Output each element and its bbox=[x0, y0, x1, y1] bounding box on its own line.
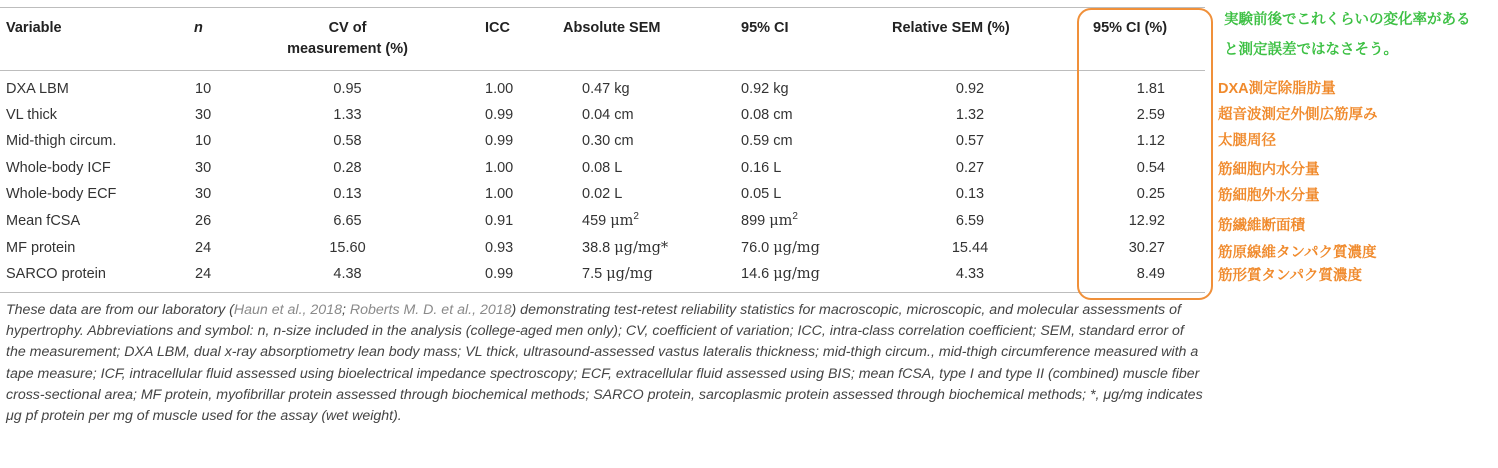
cell-icc: 0.99 bbox=[485, 133, 514, 149]
cell-abs-sem: 0.02 L bbox=[582, 186, 623, 202]
cell-rel-sem: 0.92 bbox=[955, 81, 985, 97]
annotation-label: 筋細胞内水分量 bbox=[1218, 162, 1320, 178]
cell-rel-sem: 0.57 bbox=[955, 133, 985, 149]
annotation-label: 筋形質タンパク質濃度 bbox=[1218, 268, 1362, 284]
cell-abs-sem bbox=[582, 235, 668, 261]
footnote-text-2: ; bbox=[341, 302, 350, 318]
cell-abs-sem bbox=[582, 261, 653, 287]
cell-ci95 bbox=[741, 235, 820, 261]
cell-variable: Mean fCSA bbox=[6, 213, 81, 229]
cell-cv: 0.58 bbox=[333, 133, 362, 149]
cell-ci95-pct: 0.25 bbox=[1136, 186, 1165, 202]
header-icc: ICC bbox=[485, 20, 510, 36]
cell-abs-sem: 0.08 L bbox=[582, 160, 623, 176]
cell-rel-sem: 0.13 bbox=[955, 186, 985, 202]
cell-ci95-pct: 0.54 bbox=[1136, 160, 1165, 176]
cell-abs-sem: 0.47 kg bbox=[582, 81, 630, 97]
cell-icc: 1.00 bbox=[485, 186, 514, 202]
header-cv bbox=[270, 18, 425, 60]
cell-cv: 6.65 bbox=[333, 213, 362, 229]
cell-variable: SARCO protein bbox=[6, 266, 106, 282]
ci95-value: 899 bbox=[741, 213, 770, 229]
cell-n: 10 bbox=[195, 81, 212, 97]
cell-icc: 1.00 bbox=[485, 81, 514, 97]
cell-n: 30 bbox=[195, 160, 212, 176]
annotation-note-line1: 実験前後でこれくらいの変化率がある bbox=[1224, 12, 1471, 28]
cell-rel-sem: 0.27 bbox=[955, 160, 985, 176]
ci95-unit: μm bbox=[769, 213, 793, 229]
cell-n: 30 bbox=[195, 186, 212, 202]
footnote-text-3: ) demonstrating test-retest reliability statistics for macroscopic, microscopic, and molecular assessments of hypertrophy. Abbreviations and symbol: n, n-size included in the analysis (college-aged men only); CV, coefficient of variation; ICC, intra-class correlation coefficient; SEM, standard error of the measurement; DXA LBM, dual x-ray absorptiometry lean body mass; VL thick, ultrasound-assessed vastus lateralis thickness; mid-thigh circum., mid-thigh circumference measured with a tape measure; ICF, intracellular fluid assessed using bioelectrical impedance spectroscopy; ECF, extracellular fluid assessed using BIS; mean fCSA, type I and type II (combined) muscle fiber cross-sectional area; MF protein, myofibrillar protein assessed through biochemical methods; SARCO protein, sarcoplasmic protein assessed through biochemical methods; *, μg/mg indicates μg pf protein per mg of muscle used for the assay (wet weight). bbox=[6, 302, 1203, 425]
cell-ci95: 0.59 cm bbox=[741, 133, 793, 149]
annotation-label: 筋原線維タンパク質濃度 bbox=[1218, 245, 1377, 261]
table-row bbox=[0, 155, 1205, 181]
cell-icc: 0.91 bbox=[485, 213, 514, 229]
cell-abs-sem bbox=[582, 208, 639, 234]
table-row bbox=[0, 102, 1205, 128]
cell-n: 24 bbox=[195, 266, 212, 282]
header-variable: Variable bbox=[6, 20, 62, 36]
abs-sem-unit: μm bbox=[610, 213, 634, 229]
table-row bbox=[0, 261, 1205, 287]
cell-ci95-pct: 8.49 bbox=[1136, 266, 1165, 282]
footnote-reference-link[interactable]: Roberts M. D. et al., 2018 bbox=[349, 302, 512, 318]
cell-cv: 0.13 bbox=[333, 186, 362, 202]
ci95-value: 14.6 bbox=[741, 266, 774, 282]
cell-variable: Mid-thigh circum. bbox=[6, 133, 117, 149]
cell-icc: 1.00 bbox=[485, 160, 514, 176]
cell-ci95-pct: 12.92 bbox=[1128, 213, 1165, 229]
header-ci95-pct: 95% CI (%) bbox=[1093, 20, 1168, 36]
table-row bbox=[0, 181, 1205, 207]
table-row bbox=[0, 208, 1205, 234]
abs-sem-value: 38.8 bbox=[582, 240, 615, 256]
cell-rel-sem: 4.33 bbox=[955, 266, 985, 282]
ci95-sup: 2 bbox=[792, 211, 798, 223]
annotation-label: 筋繊維断面積 bbox=[1218, 218, 1305, 234]
table-row bbox=[0, 128, 1205, 154]
cell-cv: 1.33 bbox=[333, 107, 362, 123]
table-footnote bbox=[6, 300, 1204, 427]
cell-ci95: 0.16 L bbox=[741, 160, 782, 176]
cell-icc: 0.99 bbox=[485, 266, 514, 282]
cell-ci95-pct: 30.27 bbox=[1128, 240, 1165, 256]
ci95-unit: μg/mg bbox=[773, 240, 820, 256]
cell-ci95 bbox=[741, 208, 798, 234]
header-bottom-rule bbox=[0, 70, 1205, 71]
cell-variable: Whole-body ECF bbox=[6, 186, 117, 202]
ci95-value: 76.0 bbox=[741, 240, 774, 256]
cell-rel-sem: 15.44 bbox=[951, 240, 989, 256]
cell-n: 24 bbox=[195, 240, 212, 256]
footnote-reference-link[interactable]: Haun et al., 2018 bbox=[233, 302, 342, 318]
header-ci95: 95% CI bbox=[741, 20, 789, 36]
table-row bbox=[0, 76, 1205, 102]
cell-variable: VL thick bbox=[6, 107, 58, 123]
ci95-pct-highlight-box bbox=[1077, 8, 1213, 300]
cell-cv: 0.28 bbox=[333, 160, 362, 176]
cell-n: 30 bbox=[195, 107, 212, 123]
annotation-label: 超音波測定外側広筋厚み bbox=[1218, 107, 1378, 123]
table-row bbox=[0, 235, 1205, 261]
ci95-unit: μg/mg bbox=[773, 266, 820, 282]
cell-ci95-pct: 1.12 bbox=[1136, 133, 1165, 149]
annotation-label: 筋細胞外水分量 bbox=[1218, 188, 1320, 204]
cell-n: 10 bbox=[195, 133, 212, 149]
cell-ci95-pct: 1.81 bbox=[1136, 81, 1165, 97]
table-top-rule bbox=[0, 7, 1205, 8]
header-cv-line2: measurement (%) bbox=[287, 41, 408, 57]
cell-ci95: 0.08 cm bbox=[741, 107, 793, 123]
annotation-label: DXA測定除脂肪量 bbox=[1218, 81, 1336, 97]
annotation-label: 太腿周径 bbox=[1218, 133, 1276, 149]
cell-cv: 15.60 bbox=[329, 240, 366, 256]
abs-sem-sup: 2 bbox=[633, 211, 639, 223]
cell-variable: Whole-body ICF bbox=[6, 160, 111, 176]
cell-n: 26 bbox=[195, 213, 212, 229]
cell-icc: 0.99 bbox=[485, 107, 514, 123]
cell-abs-sem: 0.30 cm bbox=[582, 133, 634, 149]
table-bottom-rule bbox=[0, 292, 1205, 293]
header-n: n bbox=[194, 20, 203, 36]
cell-ci95: 0.05 L bbox=[741, 186, 782, 202]
cell-ci95 bbox=[741, 261, 820, 287]
cell-ci95-pct: 2.59 bbox=[1136, 107, 1165, 123]
cell-variable: DXA LBM bbox=[6, 81, 69, 97]
cell-rel-sem: 1.32 bbox=[955, 107, 985, 123]
cell-rel-sem: 6.59 bbox=[955, 213, 985, 229]
header-rel-sem: Relative SEM (%) bbox=[892, 20, 1010, 36]
header-abs-sem: Absolute SEM bbox=[563, 20, 661, 36]
cell-variable: MF protein bbox=[6, 240, 76, 256]
cell-icc: 0.93 bbox=[485, 240, 514, 256]
annotation-note-line2: と測定誤差ではなさそう。 bbox=[1224, 42, 1398, 58]
cell-abs-sem: 0.04 cm bbox=[582, 107, 634, 123]
abs-sem-value: 459 bbox=[582, 213, 611, 229]
header-cv-line1: CV of bbox=[328, 20, 367, 36]
cell-cv: 0.95 bbox=[333, 81, 362, 97]
abs-sem-unit: μg/mg* bbox=[614, 240, 669, 256]
footnote-text-1: These data are from our laboratory ( bbox=[6, 302, 234, 318]
abs-sem-unit: μg/mg bbox=[606, 266, 653, 282]
abs-sem-value: 7.5 bbox=[582, 266, 607, 282]
cell-ci95: 0.92 kg bbox=[741, 81, 789, 97]
cell-cv: 4.38 bbox=[333, 266, 362, 282]
